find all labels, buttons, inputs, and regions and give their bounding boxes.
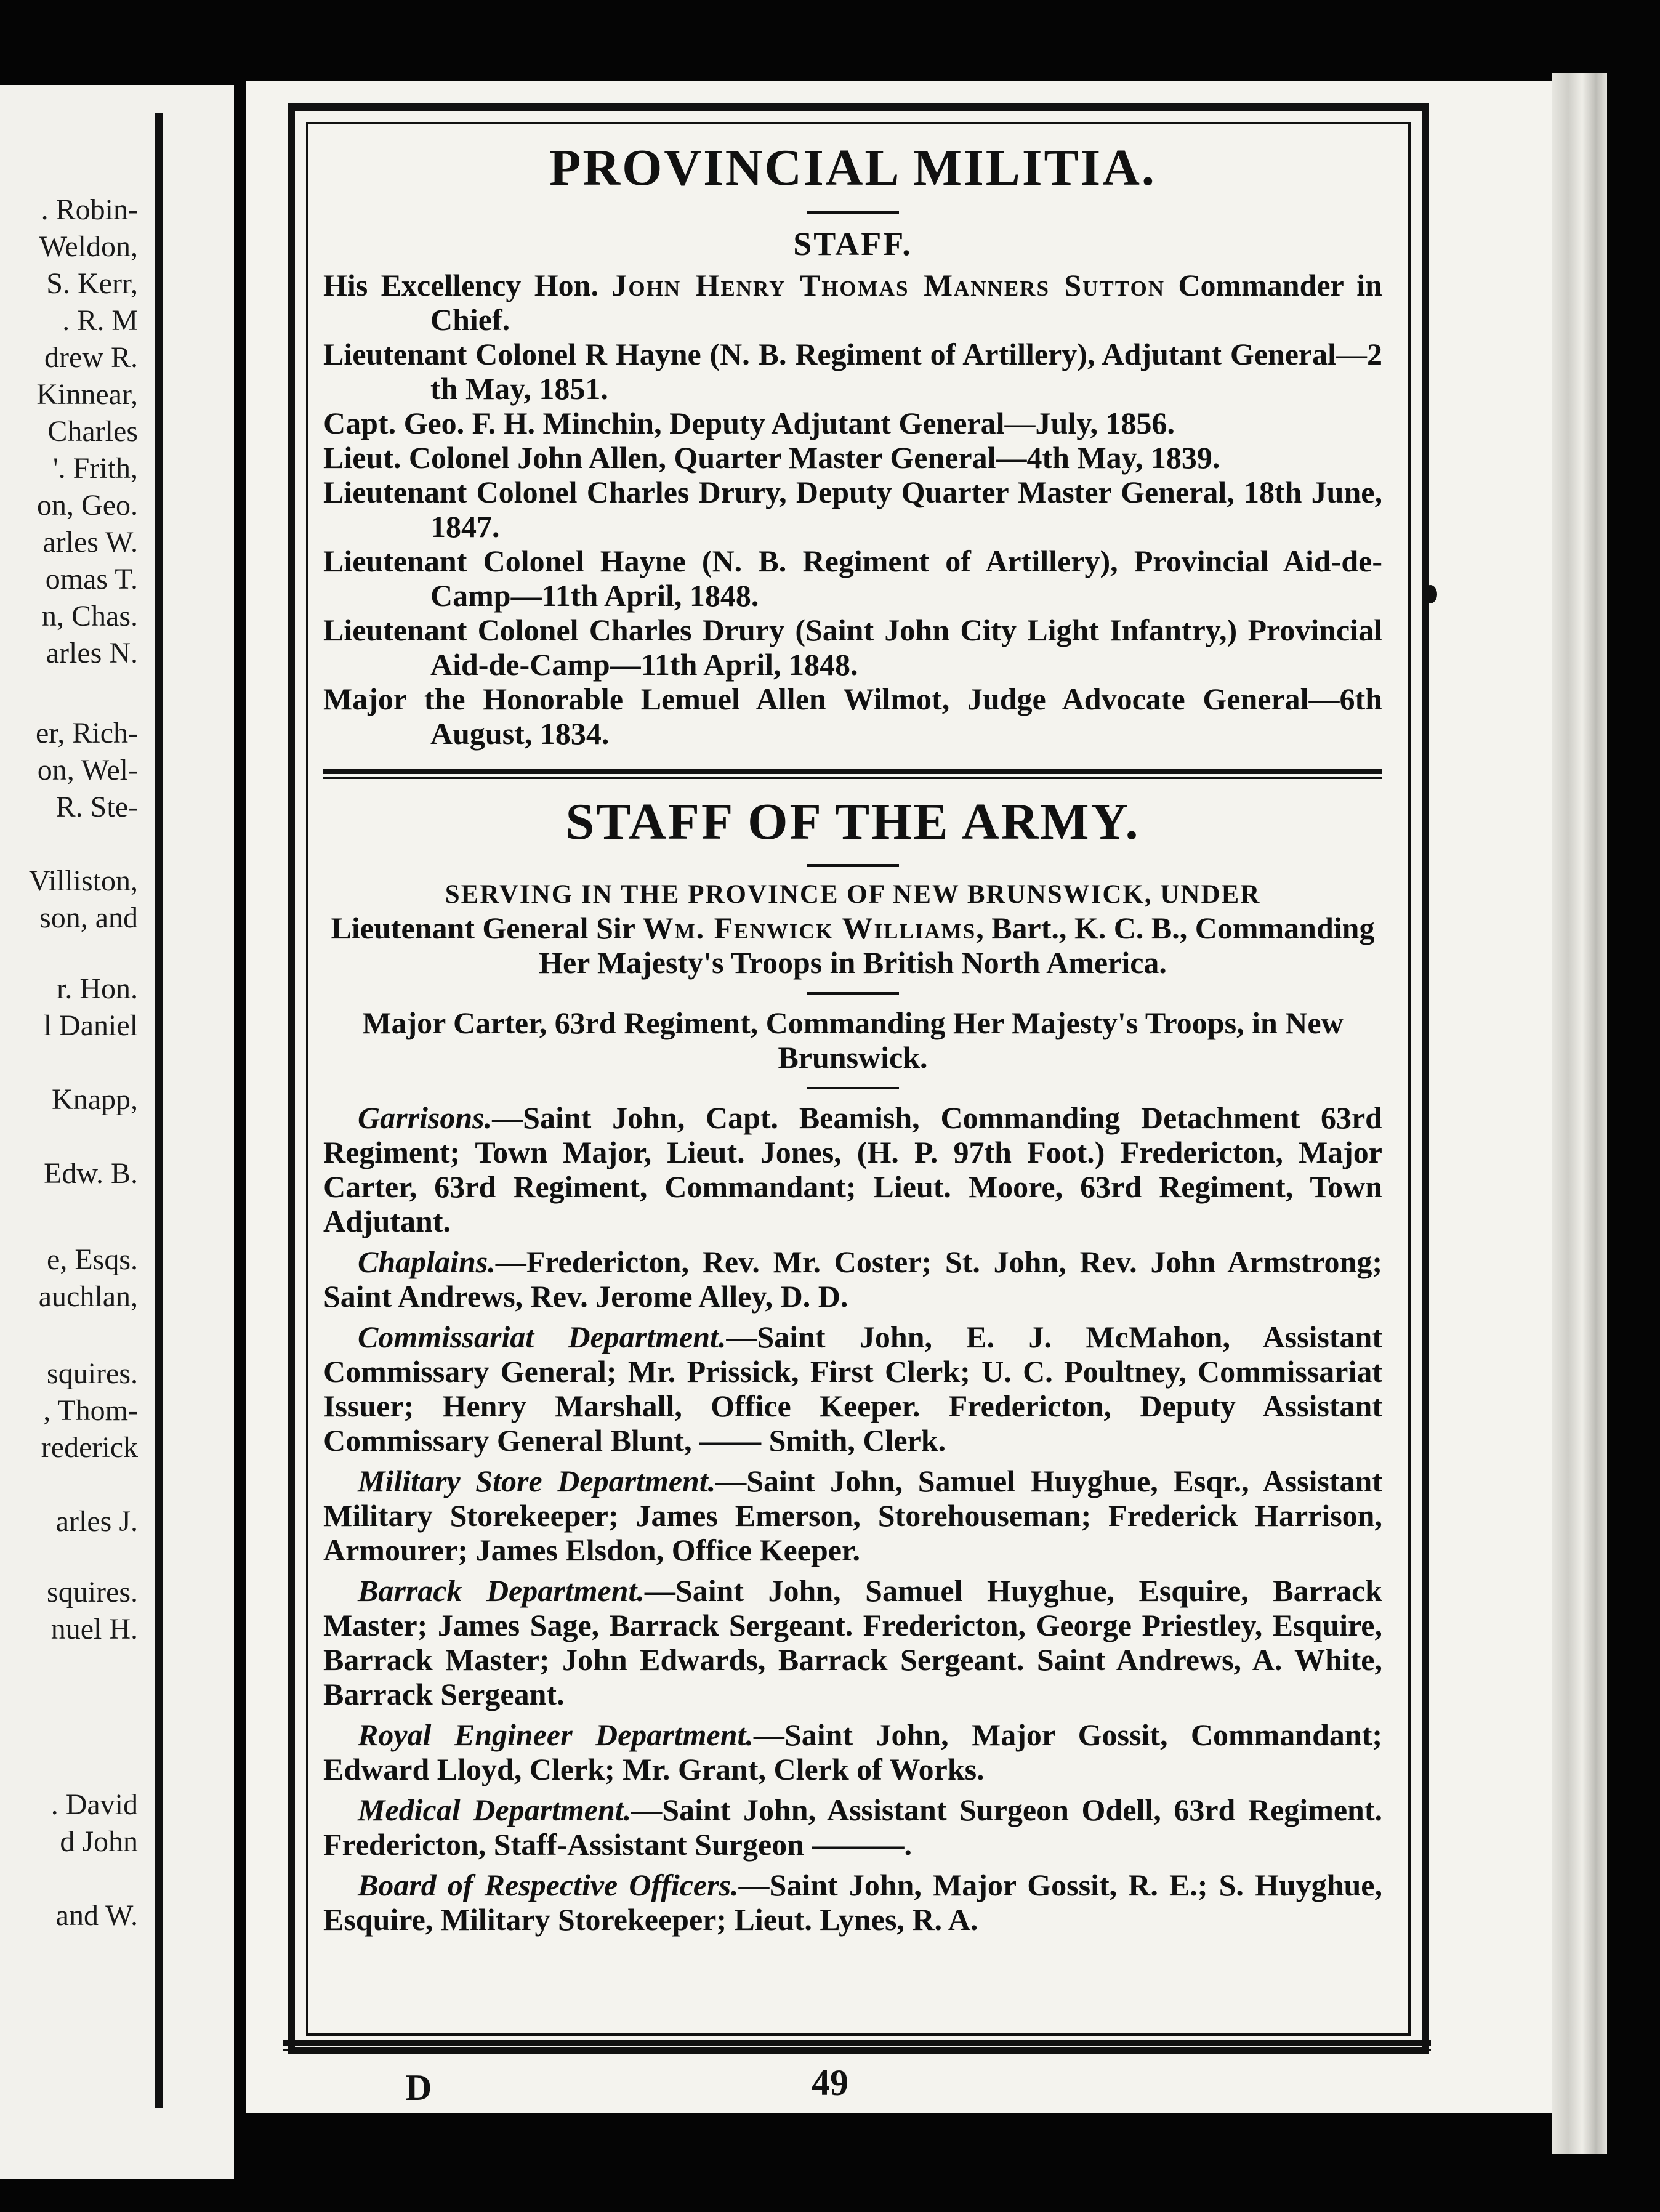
- department-name: Military Store Department.: [358, 1464, 716, 1499]
- militia-staff-entry: His Excellency Hon. John Henry Thomas Manners Sutton Commander in Chief.: [323, 267, 1382, 337]
- militia-staff-list: [323, 268, 1382, 751]
- left-page-line: auchlan,: [38, 1280, 138, 1313]
- militia-staff-entry: Lieut. Colonel John Allen, Quarter Master General—4th May, 1839.: [323, 440, 1220, 475]
- left-page-line: er, Rich-: [35, 717, 138, 749]
- left-page-line: arles W.: [42, 526, 138, 559]
- department-entry: Chaplains.—Fredericton, Rev. Mr. Coster; St. John, Rev. John Armstrong; Saint Andrews, Rev. Jerome Alley, D. D.: [323, 1245, 1382, 1314]
- left-page-line: . R. M: [62, 304, 138, 337]
- major-line: Major Carter, 63rd Regiment, Commanding Her Majesty's Troops, in New Brunswick.: [362, 1006, 1344, 1075]
- department-name: Board of Respective Officers.: [358, 1868, 739, 1903]
- left-page-line: arles N.: [46, 637, 138, 669]
- left-page-line: rederick: [41, 1431, 138, 1464]
- bottom-rule-thin: [283, 2049, 1431, 2051]
- militia-staff-entry: Lieutenant Colonel R Hayne (N. B. Regiment of Artillery), Adjutant General—2 th May, 1851.: [323, 336, 1382, 406]
- department-entry: Military Store Department.—Saint John, Samuel Huyghue, Esqr., Assistant Military Storekeeper; James Emerson, Storehouseman; Frederick Harrison, Armourer; James Elsdon, Office Keeper.: [323, 1464, 1382, 1568]
- left-page-line: '. Frith,: [53, 452, 138, 485]
- militia-staff-entry: Lieutenant Colonel Charles Drury, Deputy Quarter Master General, 18th June, 1847.: [323, 474, 1382, 544]
- department-entry: Commissariat Department.—Saint John, E. J. McMahon, Assistant Commissary General; Mr. Prissick, First Clerk; U. C. Poultney, Commissariat Issuer; Henry Marshall, Office Keeper. Fredericton, Deputy Assistant Commissary General Blunt, —— Smith, Clerk.: [323, 1320, 1382, 1458]
- left-page-line: Villiston,: [28, 865, 138, 897]
- left-page-line: son, and: [39, 902, 138, 934]
- department-name: Garrisons.: [358, 1100, 493, 1136]
- department-list: [323, 1100, 1382, 1937]
- department-entry: Garrisons.—Saint John, Capt. Beamish, Commanding Detachment 63rd Regiment; Town Major, Lieut. Jones, (H. P. 97th Foot.) Fredericton, Major Carter, 63rd Regiment, Commandant; Lieut. Moore, 63rd Regiment, Town Adjutant.: [323, 1100, 1382, 1239]
- divider-rule: [807, 1087, 899, 1089]
- section-divider: [323, 769, 1382, 779]
- left-page-fragment: [0, 85, 234, 2179]
- department-name: Barrack Department.: [358, 1573, 645, 1609]
- bottom-rule: [283, 2040, 1431, 2046]
- department-name: Medical Department.: [358, 1793, 632, 1828]
- page-content: [323, 139, 1382, 1937]
- left-page-line: on, Wel-: [37, 754, 138, 786]
- left-page-line: squires.: [47, 1357, 138, 1390]
- page-edge: [1552, 73, 1607, 2154]
- section-title-provincial-militia: PROVINCIAL MILITIA.: [549, 139, 1156, 196]
- title-rule: [807, 211, 899, 214]
- left-page-line: l Daniel: [43, 1009, 138, 1042]
- title-rule: [807, 864, 899, 867]
- militia-staff-entry: Major the Honorable Lemuel Allen Wilmot, Judge Advocate General—6th August, 1834.: [323, 681, 1382, 751]
- department-entry: Board of Respective Officers.—Saint John, Major Gossit, R. E.; S. Huyghue, Esquire, Military Storekeeper; Lieut. Lynes, R. A.: [323, 1868, 1382, 1937]
- signature-mark: D: [405, 2067, 432, 2108]
- department-entry: Medical Department.—Saint John, Assistant Surgeon Odell, 63rd Regiment. Fredericton, Staff-Assistant Surgeon ———.: [323, 1793, 1382, 1862]
- serving-heading: SERVING IN THE PROVINCE OF NEW BRUNSWICK, UNDER: [445, 880, 1261, 910]
- left-page-line: R. Ste-: [55, 791, 138, 823]
- department-name: Royal Engineer Department.: [358, 1718, 754, 1753]
- page-number: 49: [812, 2062, 848, 2103]
- margin-mark: [1424, 585, 1437, 603]
- left-page-line: on, Geo.: [37, 489, 138, 522]
- left-page-line: Charles: [47, 415, 138, 448]
- commander-line: Lieutenant General Sir Wm. Fenwick Williams, Bart., K. C. B., Commanding Her Majesty's Troops in British North America.: [331, 911, 1375, 980]
- left-page-line: r. Hon.: [57, 972, 138, 1005]
- left-page-line: Knapp,: [52, 1083, 138, 1116]
- left-page-line: Kinnear,: [36, 378, 138, 411]
- department-entry: Barrack Department.—Saint John, Samuel Huyghue, Esquire, Barrack Master; James Sage, Barrack Sergeant. Fredericton, George Priestley, Esquire, Barrack Master; John Edwards, Barrack Sergeant. Saint Andrews, A. White, Barrack Sergeant.: [323, 1573, 1382, 1712]
- left-page-line: nuel H.: [50, 1613, 138, 1645]
- left-page-line: d John: [60, 1825, 138, 1858]
- militia-staff-entry: Lieutenant Colonel Hayne (N. B. Regiment of Artillery), Provincial Aid-de-Camp—11th April, 1848.: [323, 543, 1382, 613]
- divider-rule: [807, 992, 899, 995]
- left-page-line: . David: [50, 1788, 138, 1821]
- left-page-line: S. Kerr,: [46, 267, 138, 300]
- left-page-line: Weldon,: [39, 230, 138, 263]
- left-page-line: n, Chas.: [42, 600, 138, 632]
- left-page-line: arles J.: [55, 1505, 138, 1538]
- left-page-line: squires.: [47, 1576, 138, 1609]
- militia-staff-entry: Capt. Geo. F. H. Minchin, Deputy Adjutant General—July, 1856.: [323, 405, 1175, 440]
- left-page-line: and W.: [55, 1899, 138, 1932]
- department-name: Commissariat Department.: [358, 1320, 727, 1355]
- left-page-line: Edw. B.: [44, 1157, 138, 1190]
- section-title-staff-of-the-army: STAFF OF THE ARMY.: [565, 793, 1140, 850]
- left-page-line: drew R.: [44, 341, 138, 374]
- department-name: Chaplains.: [358, 1245, 496, 1280]
- left-page-border: [155, 113, 163, 2108]
- left-page-line: , Thom-: [43, 1394, 138, 1427]
- department-entry: Royal Engineer Department.—Saint John, Major Gossit, Commandant; Edward Lloyd, Clerk; Mr. Grant, Clerk of Works.: [323, 1718, 1382, 1787]
- militia-staff-entry: Lieutenant Colonel Charles Drury (Saint John City Light Infantry,) Provincial Aid-de-Camp—11th April, 1848.: [323, 612, 1382, 682]
- left-page-line: omas T.: [45, 563, 138, 595]
- left-page-line: . Robin-: [41, 193, 138, 226]
- staff-subheading: STAFF.: [793, 225, 913, 262]
- left-page-line: e, Esqs.: [47, 1243, 138, 1276]
